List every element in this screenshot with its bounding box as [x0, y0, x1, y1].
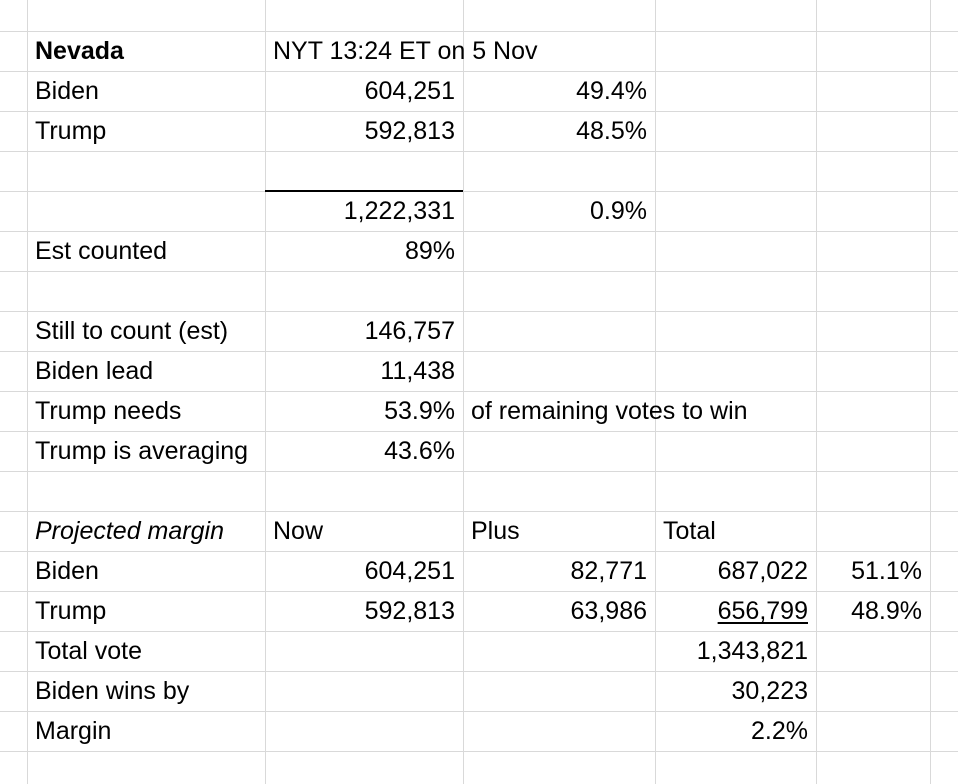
- grid-row-line: [0, 471, 958, 472]
- cell-label-proj-trump[interactable]: Trump: [35, 597, 107, 625]
- cell-proj-trump-plus[interactable]: 63,986: [570, 597, 647, 625]
- cell-label-margin[interactable]: Margin: [35, 717, 112, 745]
- cell-proj-biden-now[interactable]: 604,251: [364, 557, 455, 585]
- cell-trump-needs-note[interactable]: of remaining votes to win: [471, 397, 748, 425]
- cell-biden-votes[interactable]: 604,251: [364, 77, 455, 105]
- cell-total-votes[interactable]: 1,222,331: [343, 197, 455, 225]
- cell-proj-biden-plus[interactable]: 82,771: [570, 557, 647, 585]
- cell-pct-difference[interactable]: 0.9%: [590, 197, 647, 225]
- cell-label-still-to-count[interactable]: Still to count (est): [35, 317, 229, 345]
- cell-state-title[interactable]: Nevada: [35, 37, 124, 65]
- cell-proj-biden-total[interactable]: 687,022: [717, 557, 808, 585]
- grid-column-line: [930, 0, 931, 784]
- cell-label-trump-needs[interactable]: Trump needs: [35, 397, 182, 425]
- cell-proj-trump-now[interactable]: 592,813: [364, 597, 455, 625]
- cell-label-projected-margin[interactable]: Projected margin: [35, 517, 224, 545]
- cell-proj-trump-pct[interactable]: 48.9%: [851, 597, 922, 625]
- cell-trump-votes[interactable]: 592,813: [364, 117, 455, 145]
- cell-header-now[interactable]: Now: [273, 517, 324, 545]
- cell-label-biden-lead[interactable]: Biden lead: [35, 357, 154, 385]
- cell-proj-biden-pct[interactable]: 51.1%: [851, 557, 922, 585]
- grid-column-line: [816, 0, 817, 784]
- cell-label-biden[interactable]: Biden: [35, 77, 99, 105]
- cell-header-total[interactable]: Total: [663, 517, 716, 545]
- cell-label-proj-biden[interactable]: Biden: [35, 557, 99, 585]
- cell-trump-averaging[interactable]: 43.6%: [384, 437, 455, 465]
- cell-trump-pct[interactable]: 48.5%: [576, 117, 647, 145]
- cell-label-est-counted[interactable]: Est counted: [35, 237, 168, 265]
- cell-biden-wins-by[interactable]: 30,223: [731, 677, 808, 705]
- cell-biden-pct[interactable]: 49.4%: [576, 77, 647, 105]
- cell-total-vote[interactable]: 1,343,821: [696, 637, 808, 665]
- grid-row-line: [0, 271, 958, 272]
- cell-trump-needs[interactable]: 53.9%: [384, 397, 455, 425]
- grid-row-line: [0, 151, 958, 152]
- cell-still-to-count[interactable]: 146,757: [364, 317, 455, 345]
- grid-row-line: [0, 751, 958, 752]
- cell-label-trump[interactable]: Trump: [35, 117, 107, 145]
- cell-biden-lead[interactable]: 11,438: [380, 357, 455, 385]
- cell-header-plus[interactable]: Plus: [471, 517, 520, 545]
- cell-label-biden-wins-by[interactable]: Biden wins by: [35, 677, 190, 705]
- cell-label-total-vote[interactable]: Total vote: [35, 637, 143, 665]
- cell-source-note[interactable]: NYT 13:24 ET on 5 Nov: [273, 37, 538, 65]
- cell-label-trump-averaging[interactable]: Trump is averaging: [35, 437, 249, 465]
- cell-proj-trump-total[interactable]: 656,799: [717, 597, 808, 625]
- cell-est-counted[interactable]: 89%: [404, 237, 455, 265]
- cell-margin[interactable]: 2.2%: [751, 717, 808, 745]
